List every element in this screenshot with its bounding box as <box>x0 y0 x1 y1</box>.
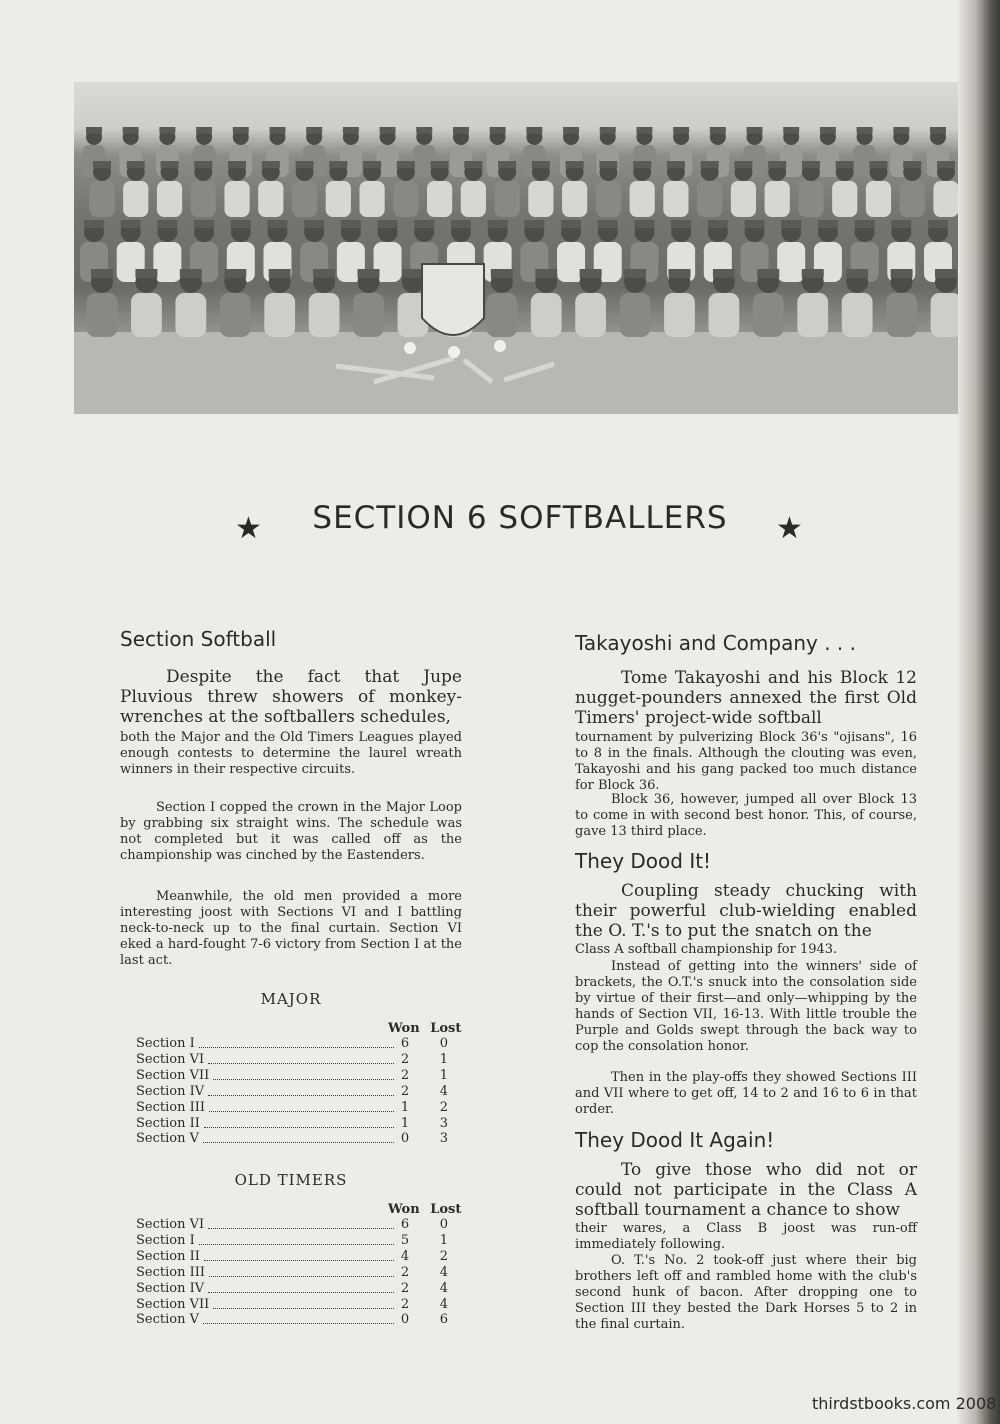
player-figure <box>427 181 452 217</box>
player-cap <box>159 127 175 133</box>
body-paragraph: To give those who did not or could not participate in the Class A softball tournament a chance to show <box>575 1160 917 1220</box>
table-row <box>136 1068 448 1084</box>
player-cap <box>857 127 873 133</box>
section-heading: They Dood It Again! <box>575 1128 775 1152</box>
body-paragraph: Coupling steady chucking with their powerful club-wielding enabled the O. T.'s to put the snatch on the <box>575 881 917 941</box>
player-figure <box>495 181 520 217</box>
player-cap <box>563 127 579 133</box>
player-cap <box>196 127 212 133</box>
player-cap <box>667 161 685 168</box>
table-row <box>136 1100 448 1116</box>
won-column-header: Won <box>388 1202 420 1217</box>
player-cap <box>836 161 854 168</box>
player-figure <box>832 181 857 217</box>
team-name: Section III <box>136 1099 205 1115</box>
player-cap <box>710 127 726 133</box>
table-row <box>136 1036 448 1052</box>
player-cap <box>161 161 179 168</box>
player-cap <box>431 161 449 168</box>
player-figure <box>630 181 655 217</box>
dot-leader <box>204 1260 394 1261</box>
player-cap <box>599 161 617 168</box>
won-value: 2 <box>400 1296 410 1312</box>
player-cap <box>91 269 113 278</box>
won-value: 2 <box>400 1280 410 1296</box>
player-cap <box>891 269 913 278</box>
player-cap <box>498 161 516 168</box>
table-row <box>136 1116 448 1132</box>
dot-leader <box>208 1063 394 1064</box>
player-figure <box>562 181 587 217</box>
player-cap <box>891 220 911 228</box>
player-figure <box>753 293 784 337</box>
player-figure <box>663 181 688 217</box>
player-cap <box>490 127 506 133</box>
ball-icon <box>448 346 460 358</box>
body-paragraph: Instead of getting into the winners' side of brackets, the O.T.'s snuck into the consolation side by virtue of their first—and only—whipping by the hands of Section VII, 16-13. With little trouble the Purple and Golds swept through the back way to cop the consolation honor. <box>575 959 917 1054</box>
player-cap <box>935 269 957 278</box>
player-cap <box>930 127 946 133</box>
player-cap <box>416 127 432 133</box>
player-figure <box>798 181 823 217</box>
player-cap <box>397 161 415 168</box>
player-cap <box>633 161 651 168</box>
lost-value: 6 <box>439 1312 448 1328</box>
player-cap <box>491 269 513 278</box>
won-value: 0 <box>400 1131 410 1147</box>
player-cap <box>937 161 955 168</box>
lost-value: 1 <box>439 1051 448 1067</box>
player-cap <box>224 269 246 278</box>
team-name: Section VI <box>136 1217 205 1232</box>
team-name: Section I <box>136 1036 195 1051</box>
dot-leader <box>204 1127 394 1128</box>
player-cap <box>453 127 469 133</box>
lost-value: 2 <box>439 1099 448 1115</box>
player-figure <box>842 293 873 337</box>
player-cap <box>526 127 542 133</box>
player-cap <box>329 161 347 168</box>
champion-shield-icon <box>422 264 484 335</box>
standings-table-header <box>388 1202 461 1217</box>
player-figure <box>900 181 925 217</box>
dot-leader <box>203 1323 394 1324</box>
player-cap <box>267 220 287 228</box>
player-figure <box>596 181 621 217</box>
player-figure <box>292 181 317 217</box>
player-cap <box>598 220 618 228</box>
player-cap <box>180 269 202 278</box>
player-cap <box>802 161 820 168</box>
player-figure <box>933 181 958 217</box>
team-name: Section II <box>136 1115 200 1131</box>
player-cap <box>846 269 868 278</box>
player-cap <box>928 220 948 228</box>
player-cap <box>269 269 291 278</box>
player-cap <box>783 127 799 133</box>
body-paragraph: their wares, a Class B joost was run-off immediately following. <box>575 1221 917 1252</box>
player-figure <box>886 293 917 337</box>
won-value: 2 <box>400 1083 410 1099</box>
dot-leader <box>208 1228 394 1229</box>
player-figure <box>486 293 517 337</box>
player-cap <box>768 161 786 168</box>
body-paragraph: both the Major and the Old Timers Leagues played enough contests to determine the laurel wreath winners in their respective circuits. <box>120 730 462 777</box>
player-cap <box>127 161 145 168</box>
player-figure <box>393 181 418 217</box>
dot-leader <box>203 1142 394 1143</box>
player-cap <box>781 220 801 228</box>
won-value: 6 <box>400 1217 410 1232</box>
player-figure <box>191 181 216 217</box>
player-cap <box>358 269 380 278</box>
player-cap <box>668 269 690 278</box>
player-figure <box>697 181 722 217</box>
player-cap <box>903 161 921 168</box>
won-value: 2 <box>400 1067 410 1083</box>
player-figure <box>220 293 251 337</box>
table-row <box>136 1052 448 1068</box>
player-cap <box>378 220 398 228</box>
team-name: Section VII <box>136 1296 210 1312</box>
star-icon: ★ <box>235 511 262 546</box>
player-cap <box>194 220 214 228</box>
standings-table-header <box>388 1021 461 1036</box>
lost-column-header: Lost <box>430 1202 462 1217</box>
player-cap <box>414 220 434 228</box>
player-figure <box>309 293 340 337</box>
team-name: Section II <box>136 1248 200 1264</box>
won-value: 6 <box>400 1036 410 1051</box>
body-paragraph: O. T.'s No. 2 took-off just where their big brothers left off and rambled home with the club's second hunk of bacon. After dropping one to Section III they bested the Dark Horses 5 to 2 in the final curtain. <box>575 1253 917 1332</box>
player-cap <box>636 127 652 133</box>
lost-value: 0 <box>439 1217 448 1232</box>
table-row <box>136 1312 448 1328</box>
lost-value: 1 <box>439 1067 448 1083</box>
player-cap <box>820 127 836 133</box>
player-figure <box>866 181 891 217</box>
page-title: SECTION 6 SOFTBALLERS <box>312 500 728 536</box>
dot-leader <box>208 1292 394 1293</box>
player-cap <box>341 220 361 228</box>
lost-value: 1 <box>439 1232 448 1248</box>
player-cap <box>802 269 824 278</box>
player-cap <box>86 127 102 133</box>
player-figure <box>931 293 958 337</box>
player-figure <box>575 293 606 337</box>
table-row <box>136 1281 448 1297</box>
player-figure <box>461 181 486 217</box>
player-cap <box>757 269 779 278</box>
player-cap <box>380 127 396 133</box>
player-figure <box>353 293 384 337</box>
table-row <box>136 1297 448 1313</box>
table-row <box>136 1217 448 1233</box>
player-cap <box>634 220 654 228</box>
player-cap <box>893 127 909 133</box>
lost-value: 3 <box>439 1131 448 1147</box>
player-figure <box>224 181 249 217</box>
lost-column-header: Lost <box>430 1021 462 1036</box>
player-figure <box>123 181 148 217</box>
player-cap <box>561 220 581 228</box>
won-value: 4 <box>400 1248 410 1264</box>
player-cap <box>135 269 157 278</box>
player-cap <box>296 161 314 168</box>
player-figure <box>175 293 206 337</box>
player-figure <box>531 293 562 337</box>
player-cap <box>869 161 887 168</box>
player-figure <box>89 181 114 217</box>
lost-value: 2 <box>439 1248 448 1264</box>
player-figure <box>264 293 295 337</box>
section-heading: They Dood It! <box>575 849 712 873</box>
body-paragraph: Tome Takayoshi and his Block 12 nugget-pounders annexed the first Old Timers' project-wide softball <box>575 668 917 728</box>
won-value: 5 <box>400 1232 410 1248</box>
section-heading: Takayoshi and Company . . . <box>575 631 857 655</box>
player-figure <box>258 181 283 217</box>
player-cap <box>451 220 471 228</box>
dot-leader <box>213 1079 394 1080</box>
team-name: Section IV <box>136 1083 205 1099</box>
team-name: Section V <box>136 1312 199 1328</box>
player-cap <box>84 220 104 228</box>
player-cap <box>194 161 212 168</box>
player-cap <box>313 269 335 278</box>
player-cap <box>532 161 550 168</box>
won-value: 2 <box>400 1051 410 1067</box>
player-cap <box>228 161 246 168</box>
team-name: Section V <box>136 1131 199 1147</box>
team-name: Section VI <box>136 1051 205 1067</box>
player-cap <box>747 127 763 133</box>
won-value: 2 <box>400 1264 410 1280</box>
star-icon: ★ <box>776 511 803 546</box>
team-name: Section I <box>136 1232 195 1248</box>
team-name: Section VII <box>136 1067 210 1083</box>
footer-watermark: thirdstbooks.com 2008 <box>812 1394 997 1413</box>
player-cap <box>402 269 424 278</box>
player-cap <box>580 269 602 278</box>
player-figure <box>731 181 756 217</box>
player-figure <box>777 242 805 282</box>
player-figure <box>708 293 739 337</box>
dot-leader <box>213 1308 394 1309</box>
body-paragraph: Section I copped the crown in the Major Loop by grabbing six straight wins. The schedule was not completed but it was called off as the championship was cinched by the Eastenders. <box>120 800 462 863</box>
won-value: 1 <box>400 1115 410 1131</box>
player-cap <box>262 161 280 168</box>
player-figure <box>528 181 553 217</box>
player-figure <box>131 293 162 337</box>
player-cap <box>123 127 139 133</box>
player-cap <box>855 220 875 228</box>
player-cap <box>93 161 111 168</box>
body-paragraph: Class A softball championship for 1943. <box>575 942 838 957</box>
won-value: 1 <box>400 1099 410 1115</box>
player-figure <box>157 181 182 217</box>
table-row <box>136 1131 448 1147</box>
player-figure <box>620 293 651 337</box>
player-cap <box>600 127 616 133</box>
player-cap <box>464 161 482 168</box>
ball-icon <box>494 340 506 352</box>
player-cap <box>713 269 735 278</box>
player-figure <box>359 181 384 217</box>
body-paragraph: Meanwhile, the old men provided a more interesting joost with Sections VI and I battling neck-to-neck up to the final curtain. Section VI eked a hard-fought 7-6 victory from Section I at the last act. <box>120 889 462 968</box>
player-figure <box>153 242 181 282</box>
player-cap <box>701 161 719 168</box>
standings-table-title: OLD TIMERS <box>234 1171 348 1189</box>
table-row <box>136 1249 448 1265</box>
table-row <box>136 1233 448 1249</box>
player-cap <box>269 127 285 133</box>
section-heading: Section Softball <box>120 627 277 651</box>
team-group-photo-drawing <box>74 82 958 414</box>
player-figure <box>87 293 118 337</box>
player-cap <box>157 220 177 228</box>
player-cap <box>524 220 544 228</box>
player-cap <box>566 161 584 168</box>
page-edge-shadow <box>956 0 1000 1424</box>
won-value: 0 <box>400 1312 410 1328</box>
player-figure <box>664 293 695 337</box>
player-cap <box>343 127 359 133</box>
lost-value: 4 <box>439 1264 448 1280</box>
dot-leader <box>199 1047 394 1048</box>
table-row <box>136 1084 448 1100</box>
player-cap <box>363 161 381 168</box>
lost-value: 4 <box>439 1083 448 1099</box>
player-cap <box>121 220 141 228</box>
player-cap <box>306 127 322 133</box>
dot-leader <box>209 1276 394 1277</box>
team-name: Section IV <box>136 1280 205 1296</box>
player-figure <box>797 293 828 337</box>
team-name: Section III <box>136 1264 205 1280</box>
dot-leader <box>208 1095 394 1096</box>
lost-value: 0 <box>439 1036 448 1051</box>
body-paragraph: Block 36, however, jumped all over Block 13 to come in with second best honor. This, of course, gave 13 third place. <box>575 792 917 839</box>
player-cap <box>818 220 838 228</box>
lost-value: 4 <box>439 1296 448 1312</box>
body-paragraph: Then in the play-offs they showed Sections III and VII where to get off, 14 to 2 and 16 to 6 in that order. <box>575 1070 917 1117</box>
dot-leader <box>199 1244 394 1245</box>
dot-leader <box>209 1111 394 1112</box>
lost-value: 4 <box>439 1280 448 1296</box>
table-row <box>136 1265 448 1281</box>
player-cap <box>488 220 508 228</box>
player-cap <box>535 269 557 278</box>
player-cap <box>233 127 249 133</box>
won-column-header: Won <box>388 1021 420 1036</box>
standings-table-title: MAJOR <box>260 990 322 1008</box>
lost-value: 3 <box>439 1115 448 1131</box>
body-paragraph: tournament by pulverizing Block 36's "ojisans", 16 to 8 in the finals. Although the clouting was even, Takayoshi and his gang packed too much distance for Block 36. <box>575 730 917 793</box>
player-cap <box>624 269 646 278</box>
player-cap <box>745 220 765 228</box>
player-cap <box>304 220 324 228</box>
player-cap <box>231 220 251 228</box>
player-cap <box>671 220 691 228</box>
player-cap <box>734 161 752 168</box>
body-paragraph: Despite the fact that Jupe Pluvious threw showers of monkey-wrenches at the softballers schedules, <box>120 667 462 727</box>
player-cap <box>708 220 728 228</box>
ground <box>74 332 958 414</box>
player-cap <box>673 127 689 133</box>
player-figure <box>326 181 351 217</box>
player-figure <box>765 181 790 217</box>
ball-icon <box>404 342 416 354</box>
team-group-photo <box>74 82 958 414</box>
